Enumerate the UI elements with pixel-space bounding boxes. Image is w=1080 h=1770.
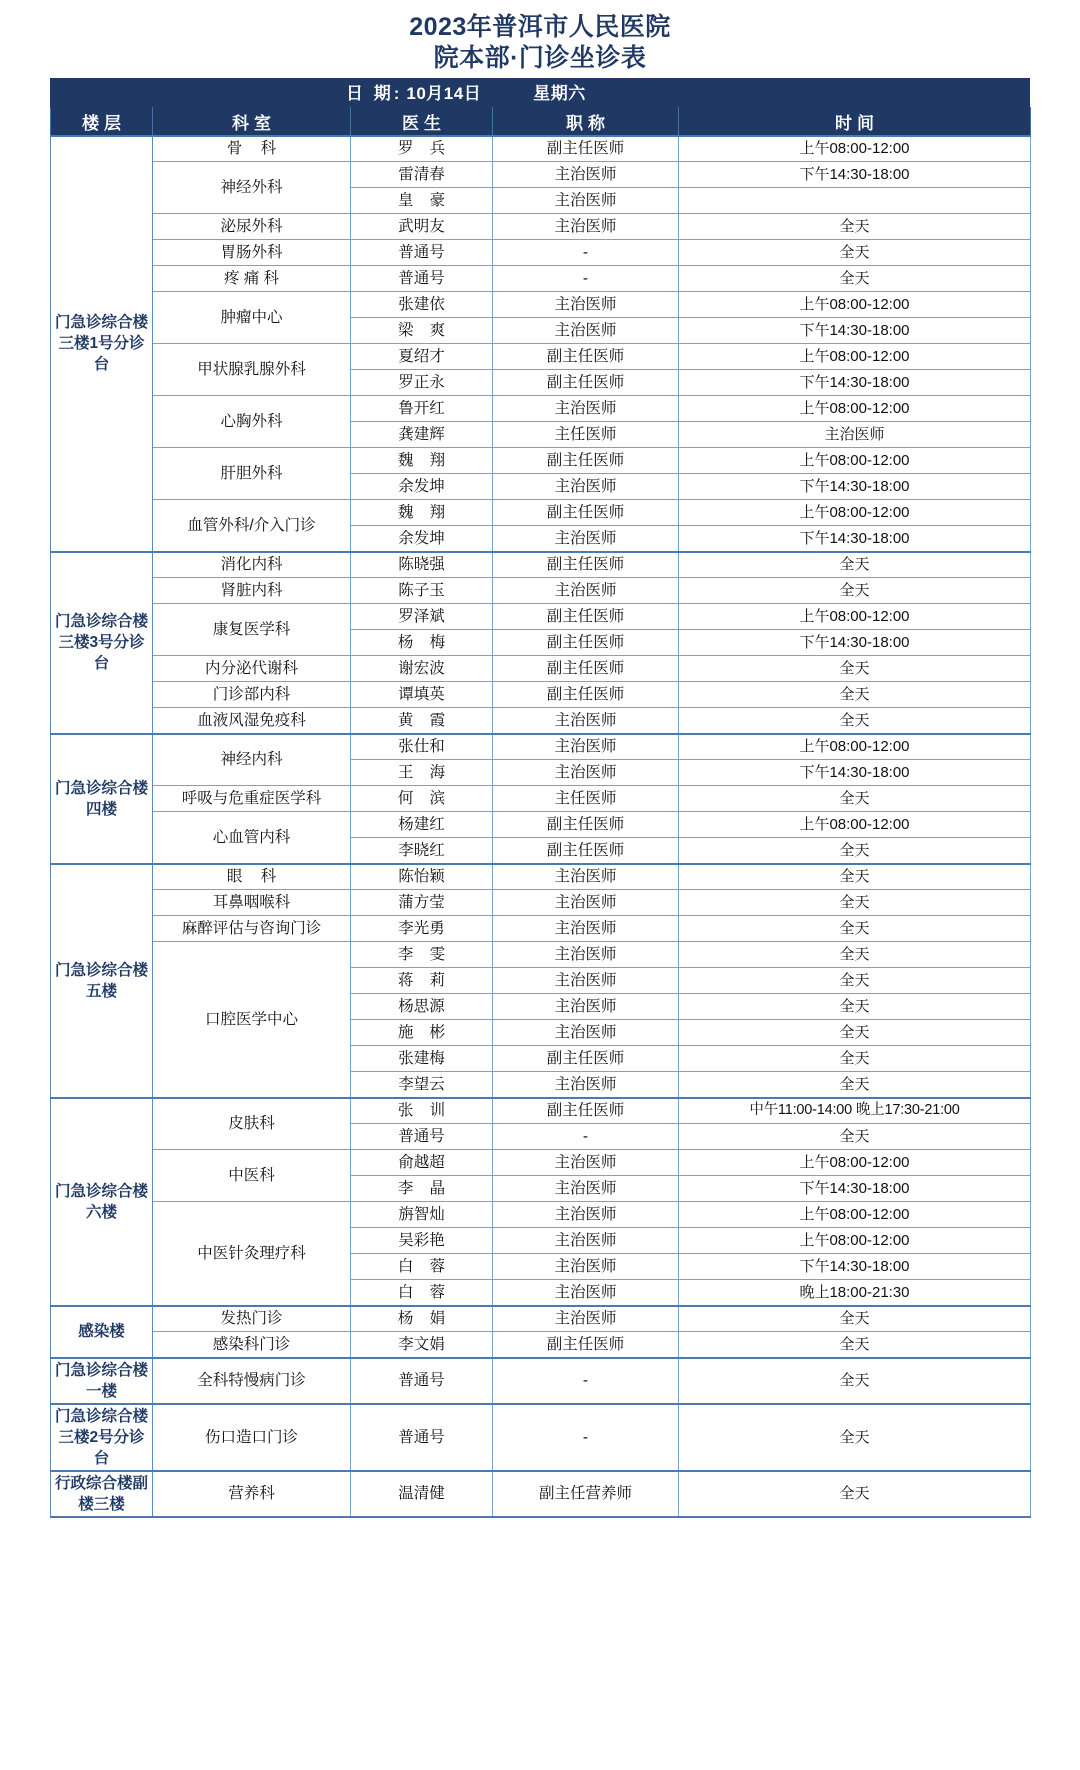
title-cell: 副主任医师 (493, 1332, 679, 1358)
doctor-cell: 罗正永 (351, 370, 493, 396)
doctor-cell: 蒲方莹 (351, 890, 493, 916)
doctor-cell: 黄 霞 (351, 708, 493, 734)
department-cell: 血液风湿免疫科 (153, 708, 351, 734)
department-cell: 肿瘤中心 (153, 292, 351, 344)
doctor-cell: 普通号 (351, 1358, 493, 1404)
title-cell: 副主任医师 (493, 344, 679, 370)
table-row (51, 1150, 1031, 1176)
floor-cell: 行政综合楼副楼三楼 (51, 1471, 153, 1517)
title-cell: 主治医师 (493, 968, 679, 994)
department-cell: 胃肠外科 (153, 240, 351, 266)
department-cell: 发热门诊 (153, 1306, 351, 1332)
time-cell: 下午14:30-18:00 (679, 760, 1031, 786)
time-cell: 下午14:30-18:00 (679, 318, 1031, 344)
time-cell: 上午08:00-12:00 (679, 1202, 1031, 1228)
title-cell: 主治医师 (493, 708, 679, 734)
time-cell: 全天 (679, 1332, 1031, 1358)
doctor-cell: 张 训 (351, 1098, 493, 1124)
title-cell: 主治医师 (493, 942, 679, 968)
table-row (51, 578, 1031, 604)
doctor-cell: 李文娟 (351, 1332, 493, 1358)
doctor-cell: 杨 梅 (351, 630, 493, 656)
title-cell: 主治医师 (493, 864, 679, 890)
doctor-cell: 何 滨 (351, 786, 493, 812)
doctor-cell: 谢宏波 (351, 656, 493, 682)
doctor-cell: 普通号 (351, 266, 493, 292)
title-cell: 主治医师 (493, 396, 679, 422)
title-cell: 副主任医师 (493, 500, 679, 526)
title-cell: 主治医师 (493, 1072, 679, 1098)
department-cell: 眼 科 (153, 864, 351, 890)
table-row (51, 864, 1031, 890)
title-cell: 主治医师 (493, 994, 679, 1020)
time-cell: 全天 (679, 890, 1031, 916)
table-row (51, 1358, 1031, 1404)
doctor-cell: 夏绍才 (351, 344, 493, 370)
department-cell: 伤口造口门诊 (153, 1404, 351, 1471)
doctor-cell: 白 蓉 (351, 1280, 493, 1306)
column-header-floor: 楼层 (51, 108, 153, 136)
time-cell: 全天 (679, 942, 1031, 968)
department-cell: 血管外科/介入门诊 (153, 500, 351, 552)
floor-cell: 门急诊综合楼一楼 (51, 1358, 153, 1404)
time-cell: 上午08:00-12:00 (679, 344, 1031, 370)
table-row (51, 604, 1031, 630)
department-cell: 康复医学科 (153, 604, 351, 656)
time-cell: 下午14:30-18:00 (679, 474, 1031, 500)
title-cell: 主治医师 (493, 1254, 679, 1280)
title-cell: 副主任医师 (493, 1098, 679, 1124)
time-cell: 全天 (679, 994, 1031, 1020)
time-cell: 上午08:00-12:00 (679, 136, 1031, 162)
time-cell: 全天 (679, 864, 1031, 890)
title-block (50, 6, 1030, 78)
table-row (51, 1471, 1031, 1517)
time-cell: 全天 (679, 916, 1031, 942)
table-row (51, 552, 1031, 578)
doctor-cell: 旃智灿 (351, 1202, 493, 1228)
doctor-cell: 蒋 莉 (351, 968, 493, 994)
table-row (51, 500, 1031, 526)
time-cell: 上午08:00-12:00 (679, 1150, 1031, 1176)
time-cell: 上午08:00-12:00 (679, 500, 1031, 526)
title-cell: 主任医师 (493, 786, 679, 812)
doctor-cell: 武明友 (351, 214, 493, 240)
time-cell: 全天 (679, 682, 1031, 708)
table-row (51, 292, 1031, 318)
time-cell: 全天 (679, 968, 1031, 994)
doctor-cell: 陈怡颖 (351, 864, 493, 890)
time-cell: 上午08:00-12:00 (679, 448, 1031, 474)
time-cell: 全天 (679, 1471, 1031, 1517)
table-row (51, 916, 1031, 942)
column-header-doctor: 医生 (351, 108, 493, 136)
department-cell: 神经内科 (153, 734, 351, 786)
time-cell: 全天 (679, 1072, 1031, 1098)
table-row (51, 734, 1031, 760)
doctor-cell: 杨 娟 (351, 1306, 493, 1332)
doctor-cell: 罗 兵 (351, 136, 493, 162)
title-cell: - (493, 240, 679, 266)
title-cell: 主治医师 (493, 292, 679, 318)
schedule-table (50, 107, 1031, 1518)
doctor-cell: 张建依 (351, 292, 493, 318)
department-cell: 皮肤科 (153, 1098, 351, 1150)
title-cell: - (493, 1358, 679, 1404)
doctor-cell: 陈子玉 (351, 578, 493, 604)
doctor-cell: 李光勇 (351, 916, 493, 942)
title-cell: 主治医师 (493, 214, 679, 240)
title-cell: 主治医师 (493, 1150, 679, 1176)
department-cell: 泌尿外科 (153, 214, 351, 240)
title-cell: - (493, 1404, 679, 1471)
title-cell: 副主任医师 (493, 630, 679, 656)
floor-cell: 门急诊综合楼三楼3号分诊台 (51, 552, 153, 734)
time-cell: 下午14:30-18:00 (679, 1176, 1031, 1202)
time-cell: 下午14:30-18:00 (679, 630, 1031, 656)
time-cell: 全天 (679, 240, 1031, 266)
doctor-cell: 龚建辉 (351, 422, 493, 448)
table-row (51, 942, 1031, 968)
doctor-cell: 鲁开红 (351, 396, 493, 422)
title-cell: - (493, 266, 679, 292)
time-cell: 全天 (679, 578, 1031, 604)
time-cell: 全天 (679, 1046, 1031, 1072)
time-cell: 全天 (679, 786, 1031, 812)
doctor-cell: 李望云 (351, 1072, 493, 1098)
date-label: 日 期: (346, 84, 403, 103)
title-cell: 副主任医师 (493, 552, 679, 578)
doctor-cell: 李 晶 (351, 1176, 493, 1202)
title-cell: 主治医师 (493, 526, 679, 552)
department-cell: 疼 痛 科 (153, 266, 351, 292)
title-cell: 主治医师 (493, 890, 679, 916)
department-cell: 耳鼻咽喉科 (153, 890, 351, 916)
title-cell: 主治医师 (493, 1228, 679, 1254)
floor-cell: 感染楼 (51, 1306, 153, 1358)
doctor-cell: 吴彩艳 (351, 1228, 493, 1254)
title-cell: 主治医师 (493, 760, 679, 786)
floor-cell: 门急诊综合楼三楼1号分诊台 (51, 136, 153, 552)
department-cell: 感染科门诊 (153, 1332, 351, 1358)
title-cell: 副主任营养师 (493, 1471, 679, 1517)
title-cell: 副主任医师 (493, 1046, 679, 1072)
table-row (51, 214, 1031, 240)
title-cell: 主治医师 (493, 474, 679, 500)
time-cell: 下午14:30-18:00 (679, 526, 1031, 552)
floor-cell: 门急诊综合楼四楼 (51, 734, 153, 864)
column-header-title: 职称 (493, 108, 679, 136)
time-cell: 上午08:00-12:00 (679, 604, 1031, 630)
title-cell: - (493, 1124, 679, 1150)
department-cell: 门诊部内科 (153, 682, 351, 708)
column-header-department: 科室 (153, 108, 351, 136)
time-cell: 全天 (679, 552, 1031, 578)
doctor-cell: 魏 翔 (351, 500, 493, 526)
title-cell: 主治医师 (493, 162, 679, 188)
table-row (51, 162, 1031, 188)
department-cell: 消化内科 (153, 552, 351, 578)
table-row (51, 1306, 1031, 1332)
table-row (51, 344, 1031, 370)
title-cell: 主治医师 (493, 734, 679, 760)
title-cell: 主治医师 (493, 1306, 679, 1332)
doctor-cell: 施 彬 (351, 1020, 493, 1046)
doctor-cell: 白 蓉 (351, 1254, 493, 1280)
title-cell: 副主任医师 (493, 604, 679, 630)
department-cell: 麻醉评估与咨询门诊 (153, 916, 351, 942)
title-cell: 主治医师 (493, 318, 679, 344)
time-cell: 全天 (679, 214, 1031, 240)
department-cell: 营养科 (153, 1471, 351, 1517)
page-title-line1: 2023年普洱市人民医院 (409, 13, 671, 41)
time-cell: 全天 (679, 1020, 1031, 1046)
department-cell: 心血管内科 (153, 812, 351, 864)
doctor-cell: 李晓红 (351, 838, 493, 864)
time-cell: 上午08:00-12:00 (679, 292, 1031, 318)
table-row (51, 240, 1031, 266)
time-cell: 全天 (679, 1404, 1031, 1471)
table-row (51, 136, 1031, 162)
department-cell: 心胸外科 (153, 396, 351, 448)
table-row (51, 1404, 1031, 1471)
table-row (51, 448, 1031, 474)
doctor-cell: 普通号 (351, 240, 493, 266)
date-bar (50, 78, 1030, 107)
title-cell: 副主任医师 (493, 370, 679, 396)
doctor-cell: 温清健 (351, 1471, 493, 1517)
title-cell: 副主任医师 (493, 136, 679, 162)
table-row (51, 890, 1031, 916)
table-row (51, 656, 1031, 682)
title-cell: 主治医师 (493, 578, 679, 604)
doctor-cell: 张仕和 (351, 734, 493, 760)
title-cell: 主治医师 (493, 1202, 679, 1228)
doctor-cell: 陈晓强 (351, 552, 493, 578)
department-cell: 神经外科 (153, 162, 351, 214)
time-cell: 下午14:30-18:00 (679, 1254, 1031, 1280)
department-cell: 口腔医学中心 (153, 942, 351, 1098)
doctor-cell: 罗泽斌 (351, 604, 493, 630)
floor-cell: 门急诊综合楼三楼2号分诊台 (51, 1404, 153, 1471)
time-cell (679, 188, 1031, 214)
table-row (51, 786, 1031, 812)
doctor-cell: 皇 豪 (351, 188, 493, 214)
table-row (51, 1098, 1031, 1124)
title-cell: 副主任医师 (493, 656, 679, 682)
date-value: 10月14日 (406, 84, 482, 103)
time-cell: 上午08:00-12:00 (679, 812, 1031, 838)
title-cell: 主治医师 (493, 916, 679, 942)
title-cell: 主治医师 (493, 1176, 679, 1202)
table-row (51, 682, 1031, 708)
column-header-time: 时间 (679, 108, 1031, 136)
title-cell: 副主任医师 (493, 812, 679, 838)
time-cell: 晚上18:00-21:30 (679, 1280, 1031, 1306)
doctor-cell: 俞越超 (351, 1150, 493, 1176)
doctor-cell: 谭填英 (351, 682, 493, 708)
time-cell: 全天 (679, 708, 1031, 734)
department-cell: 内分泌代谢科 (153, 656, 351, 682)
table-row (51, 812, 1031, 838)
page-title-line2: 院本部·门诊坐诊表 (433, 44, 647, 72)
floor-cell: 门急诊综合楼六楼 (51, 1098, 153, 1306)
department-cell: 中医科 (153, 1150, 351, 1202)
time-cell: 全天 (679, 1306, 1031, 1332)
department-cell: 中医针灸理疗科 (153, 1202, 351, 1306)
table-header (51, 108, 1031, 136)
doctor-cell: 余发坤 (351, 526, 493, 552)
department-cell: 肝胆外科 (153, 448, 351, 500)
table-row (51, 396, 1031, 422)
doctor-cell: 张建梅 (351, 1046, 493, 1072)
doctor-cell: 雷清春 (351, 162, 493, 188)
time-cell: 上午08:00-12:00 (679, 396, 1031, 422)
doctor-cell: 李 雯 (351, 942, 493, 968)
doctor-cell: 魏 翔 (351, 448, 493, 474)
table-row (51, 708, 1031, 734)
doctor-cell: 普通号 (351, 1404, 493, 1471)
time-cell: 主治医师 (679, 422, 1031, 448)
table-row (51, 1202, 1031, 1228)
department-cell: 呼吸与危重症医学科 (153, 786, 351, 812)
time-cell: 上午08:00-12:00 (679, 734, 1031, 760)
weekday-value: 星期六 (533, 84, 586, 103)
header-row (51, 108, 1031, 136)
time-cell: 中午11:00-14:00 晚上17:30-21:00 (679, 1098, 1031, 1124)
title-cell: 副主任医师 (493, 682, 679, 708)
time-cell: 全天 (679, 656, 1031, 682)
department-cell: 全科特慢病门诊 (153, 1358, 351, 1404)
table-body (51, 136, 1031, 1517)
doctor-cell: 梁 爽 (351, 318, 493, 344)
title-cell: 主任医师 (493, 422, 679, 448)
table-row (51, 266, 1031, 292)
time-cell: 全天 (679, 1358, 1031, 1404)
department-cell: 甲状腺乳腺外科 (153, 344, 351, 396)
title-cell: 主治医师 (493, 1280, 679, 1306)
doctor-cell: 王 海 (351, 760, 493, 786)
time-cell: 下午14:30-18:00 (679, 370, 1031, 396)
title-cell: 副主任医师 (493, 448, 679, 474)
department-cell: 肾脏内科 (153, 578, 351, 604)
time-cell: 上午08:00-12:00 (679, 1228, 1031, 1254)
doctor-cell: 杨思源 (351, 994, 493, 1020)
table-row (51, 1332, 1031, 1358)
doctor-cell: 普通号 (351, 1124, 493, 1150)
time-cell: 全天 (679, 266, 1031, 292)
time-cell: 全天 (679, 838, 1031, 864)
title-cell: 主治医师 (493, 1020, 679, 1046)
doctor-cell: 余发坤 (351, 474, 493, 500)
time-cell: 下午14:30-18:00 (679, 162, 1031, 188)
title-cell: 主治医师 (493, 188, 679, 214)
time-cell: 全天 (679, 1124, 1031, 1150)
title-cell: 副主任医师 (493, 838, 679, 864)
department-cell: 骨 科 (153, 136, 351, 162)
floor-cell: 门急诊综合楼五楼 (51, 864, 153, 1098)
doctor-cell: 杨建红 (351, 812, 493, 838)
